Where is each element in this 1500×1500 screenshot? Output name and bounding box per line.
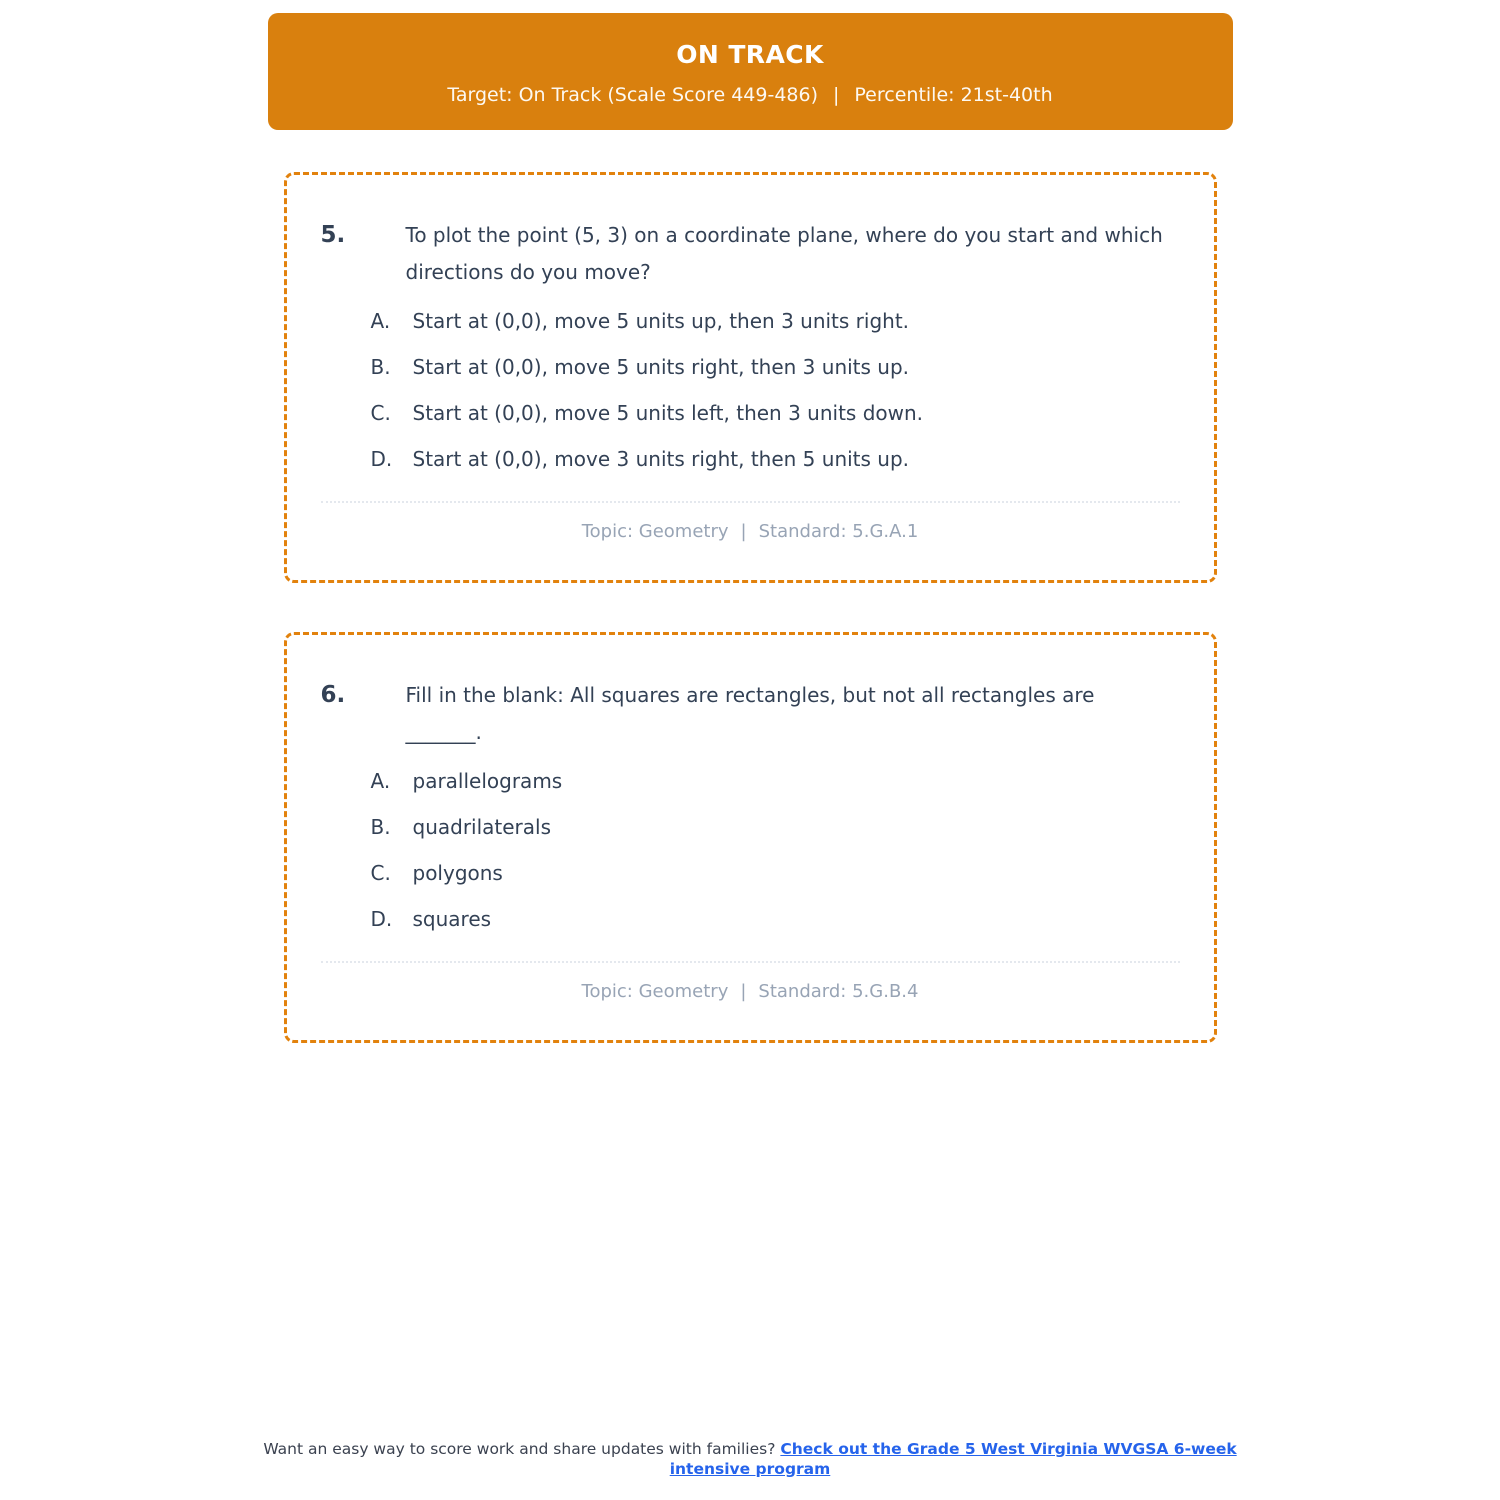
worksheet-column xyxy=(268,0,1233,1043)
question-card-5 xyxy=(284,172,1217,583)
option-text: Start at (0,0), move 5 units left, then 3 units down. xyxy=(412,401,924,425)
score-band-banner xyxy=(268,13,1233,130)
question-row xyxy=(321,217,1180,291)
question-card-6 xyxy=(284,632,1217,1043)
answer-option-d xyxy=(371,905,1180,934)
option-letter: C. xyxy=(370,861,391,885)
standard-label: Standard: 5.G.A.1 xyxy=(758,521,919,542)
option-text: Start at (0,0), move 3 units right, then 5 units up. xyxy=(412,447,910,471)
banner-separator: | xyxy=(833,84,840,106)
option-letter: B. xyxy=(370,815,391,839)
option-text: squares xyxy=(412,907,492,931)
question-text: To plot the point (5, 3) on a coordinate plane, where do you start and which directions do you move? xyxy=(405,223,1163,284)
footer-program-link[interactable]: Check out the Grade 5 West Virginia WVGSA 6-week intensive program xyxy=(669,1440,1237,1478)
standard-label: Standard: 5.G.B.4 xyxy=(758,981,919,1002)
dotted-divider xyxy=(321,501,1180,503)
option-letter: D. xyxy=(370,447,393,471)
topic-label: Topic: Geometry xyxy=(581,521,729,542)
banner-title: ON TRACK xyxy=(676,40,824,69)
dotted-divider xyxy=(321,961,1180,963)
option-letter: A. xyxy=(370,769,391,793)
answer-option-d xyxy=(371,445,1180,474)
answer-options xyxy=(321,307,1180,474)
banner-subtitle xyxy=(268,84,1233,106)
option-letter: A. xyxy=(370,309,391,333)
question-row xyxy=(321,677,1180,751)
answer-option-b xyxy=(371,813,1180,842)
meta-separator: | xyxy=(740,981,747,1002)
page-footer xyxy=(0,1440,1500,1479)
answer-option-a xyxy=(371,767,1180,796)
option-letter: B. xyxy=(370,355,391,379)
question-number: 6. xyxy=(320,682,346,708)
answer-option-c xyxy=(371,859,1180,888)
banner-target: Target: On Track (Scale Score 449-486) xyxy=(447,84,818,106)
option-letter: C. xyxy=(370,401,391,425)
banner-percentile: Percentile: 21st-40th xyxy=(854,84,1053,106)
answer-option-a xyxy=(371,307,1180,336)
option-letter: D. xyxy=(370,907,393,931)
question-number: 5. xyxy=(320,222,346,248)
footer-text-block xyxy=(250,1440,1250,1479)
answer-options xyxy=(321,767,1180,934)
footer-text: Want an easy way to score work and share updates with families? xyxy=(263,1440,776,1458)
topic-label: Topic: Geometry xyxy=(581,981,729,1002)
option-text: polygons xyxy=(412,861,503,885)
topic-standard-line xyxy=(321,981,1180,1003)
answer-option-c xyxy=(371,399,1180,428)
option-text: Start at (0,0), move 5 units up, then 3 units right. xyxy=(412,309,910,333)
meta-separator: | xyxy=(740,521,747,542)
question-text: Fill in the blank: All squares are rectangles, but not all rectangles are _______. xyxy=(405,683,1095,744)
answer-option-b xyxy=(371,353,1180,382)
option-text: Start at (0,0), move 5 units right, then 3 units up. xyxy=(412,355,910,379)
topic-standard-line xyxy=(321,521,1180,543)
option-text: parallelograms xyxy=(412,769,563,793)
option-text: quadrilaterals xyxy=(412,815,552,839)
